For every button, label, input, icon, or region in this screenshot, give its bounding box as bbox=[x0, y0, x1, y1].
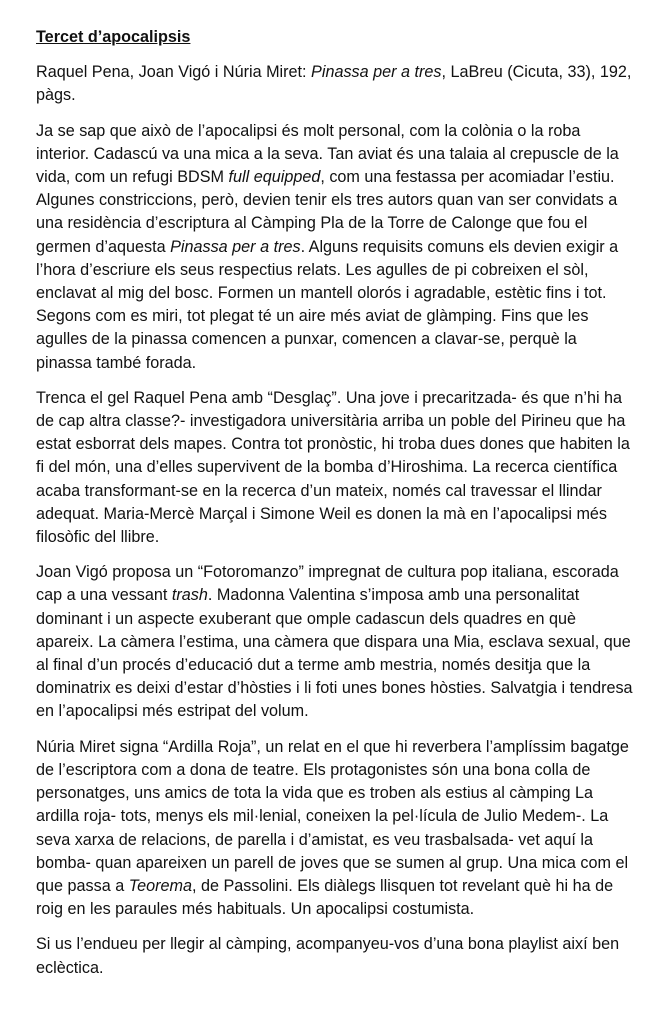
paragraph-fotoromanzo bbox=[36, 561, 636, 723]
article-title: Tercet d’apocalipsis bbox=[36, 28, 191, 46]
credits-details: , LaBreu (Cicuta, 33), 192, pàgs. bbox=[36, 63, 632, 105]
paragraph-ardilla-roja bbox=[36, 736, 636, 922]
paragraph-text: Joan Vigó proposa un “Fotoromanzo” impregnat de cultura pop italiana, escorada cap a una vessant bbox=[36, 563, 619, 605]
emphasis-text: full equipped bbox=[228, 168, 321, 187]
emphasis-text: Pinassa per a tres bbox=[170, 237, 301, 256]
paragraph-text: . Alguns requisits comuns els devien exigir a l’hora d’escriure els seus respectius relats. Les agulles de pi cobreixen el sòl, enclavat al mig del bosc. Formen un mantell olorós i agradable, estètic fins i tot. Segons com es miri, tot plegat té un aire més aviat de glàmping. Fins que les agulles de la pinassa comencen a punxar, comencen a clavar-se, perquè la pinassa també forada. bbox=[36, 237, 619, 372]
credits-authors: Raquel Pena, Joan Vigó i Núria Miret: bbox=[36, 63, 312, 82]
paragraph-intro bbox=[36, 120, 636, 375]
emphasis-text: trash bbox=[171, 586, 208, 605]
paragraph-closing: Si us l’endueu per llegir al càmping, acompanyeu-vos d’una bona playlist així ben eclèctica. bbox=[36, 935, 620, 977]
credits-book-title: Pinassa per a tres bbox=[311, 63, 442, 82]
book-credits bbox=[36, 61, 636, 107]
document-page bbox=[36, 26, 636, 992]
paragraph-text: , com una festassa per acomiadar l’estiu. Algunes constriccions, però, devien tenir els tres autors quan van ser convidats a una residència d’escriptura al Càmping Pla de la Torre de Calonge que fou el germen d’aquesta bbox=[36, 168, 618, 256]
paragraph-text: , de Passolini. Els diàlegs llisquen tot revelant què hi ha de roig en les paraules més habituals. Un apocalipsi costumista. bbox=[36, 876, 614, 919]
paragraph-text: Ja se sap que això de l’apocalipsi és molt personal, com la colònia o la roba interior. Cadascú va una mica a la seva. Tan aviat és una talaia al crepuscle de la vida, com un refugi BDSM bbox=[36, 121, 619, 187]
paragraph-desglac: Trenca el gel Raquel Pena amb “Desglaç”. Una jove i precaritzada- és que n’hi ha de cap altra classe?- investigadora universitària arriba un poble del Pirineu que ha estat esborrat dels mapes. Contra tot pronòstic, hi troba dues dones que habiten la fi del món, una d’elles supervivent de la bomba d’Hiroshima. La recerca científica acaba transformant-se en la recerca d’un mateix, només cal travessar el llindar adequat. Maria-Mercè Marçal i Simone Weil es donen la mà en l’apocalipsi més filosòfic del llibre. bbox=[36, 388, 630, 547]
paragraph-text: . Madonna Valentina s’imposa amb una personalitat dominant i un aspecte exuberant que omple cadascun dels quadres en què apareix. La càmera l’estima, una càmera que dispara una Mia, esclava sexual, que al final d’un procés d’educació dut a terme amb mestria, només desitja que la dominatrix es deixi d’estar d’hòsties i li foti unes bones hòsties. Salvatgia i tendresa en l’apocalipsi més estripat del volum. bbox=[36, 586, 633, 721]
emphasis-text: Teorema bbox=[128, 876, 192, 895]
paragraph-text: Núria Miret signa “Ardilla Roja”, un relat en el que hi reverbera l’amplíssim bagatge de l’escriptora com a dona de teatre. Els protagonistes són una bona colla de personatges, uns amics de tota la vida que es troben als estius al càmping La ardilla roja- tots, menys els mil·lenial, coneixen la pel·lícula de Julio Medem-. La seva xarxa de relacions, de parella i d’amistat, es veu trasbalsada- vet aquí la bomba- quan apareixen un parell de joves que se sumen al grup. Una mica com el que passa a bbox=[36, 737, 629, 895]
